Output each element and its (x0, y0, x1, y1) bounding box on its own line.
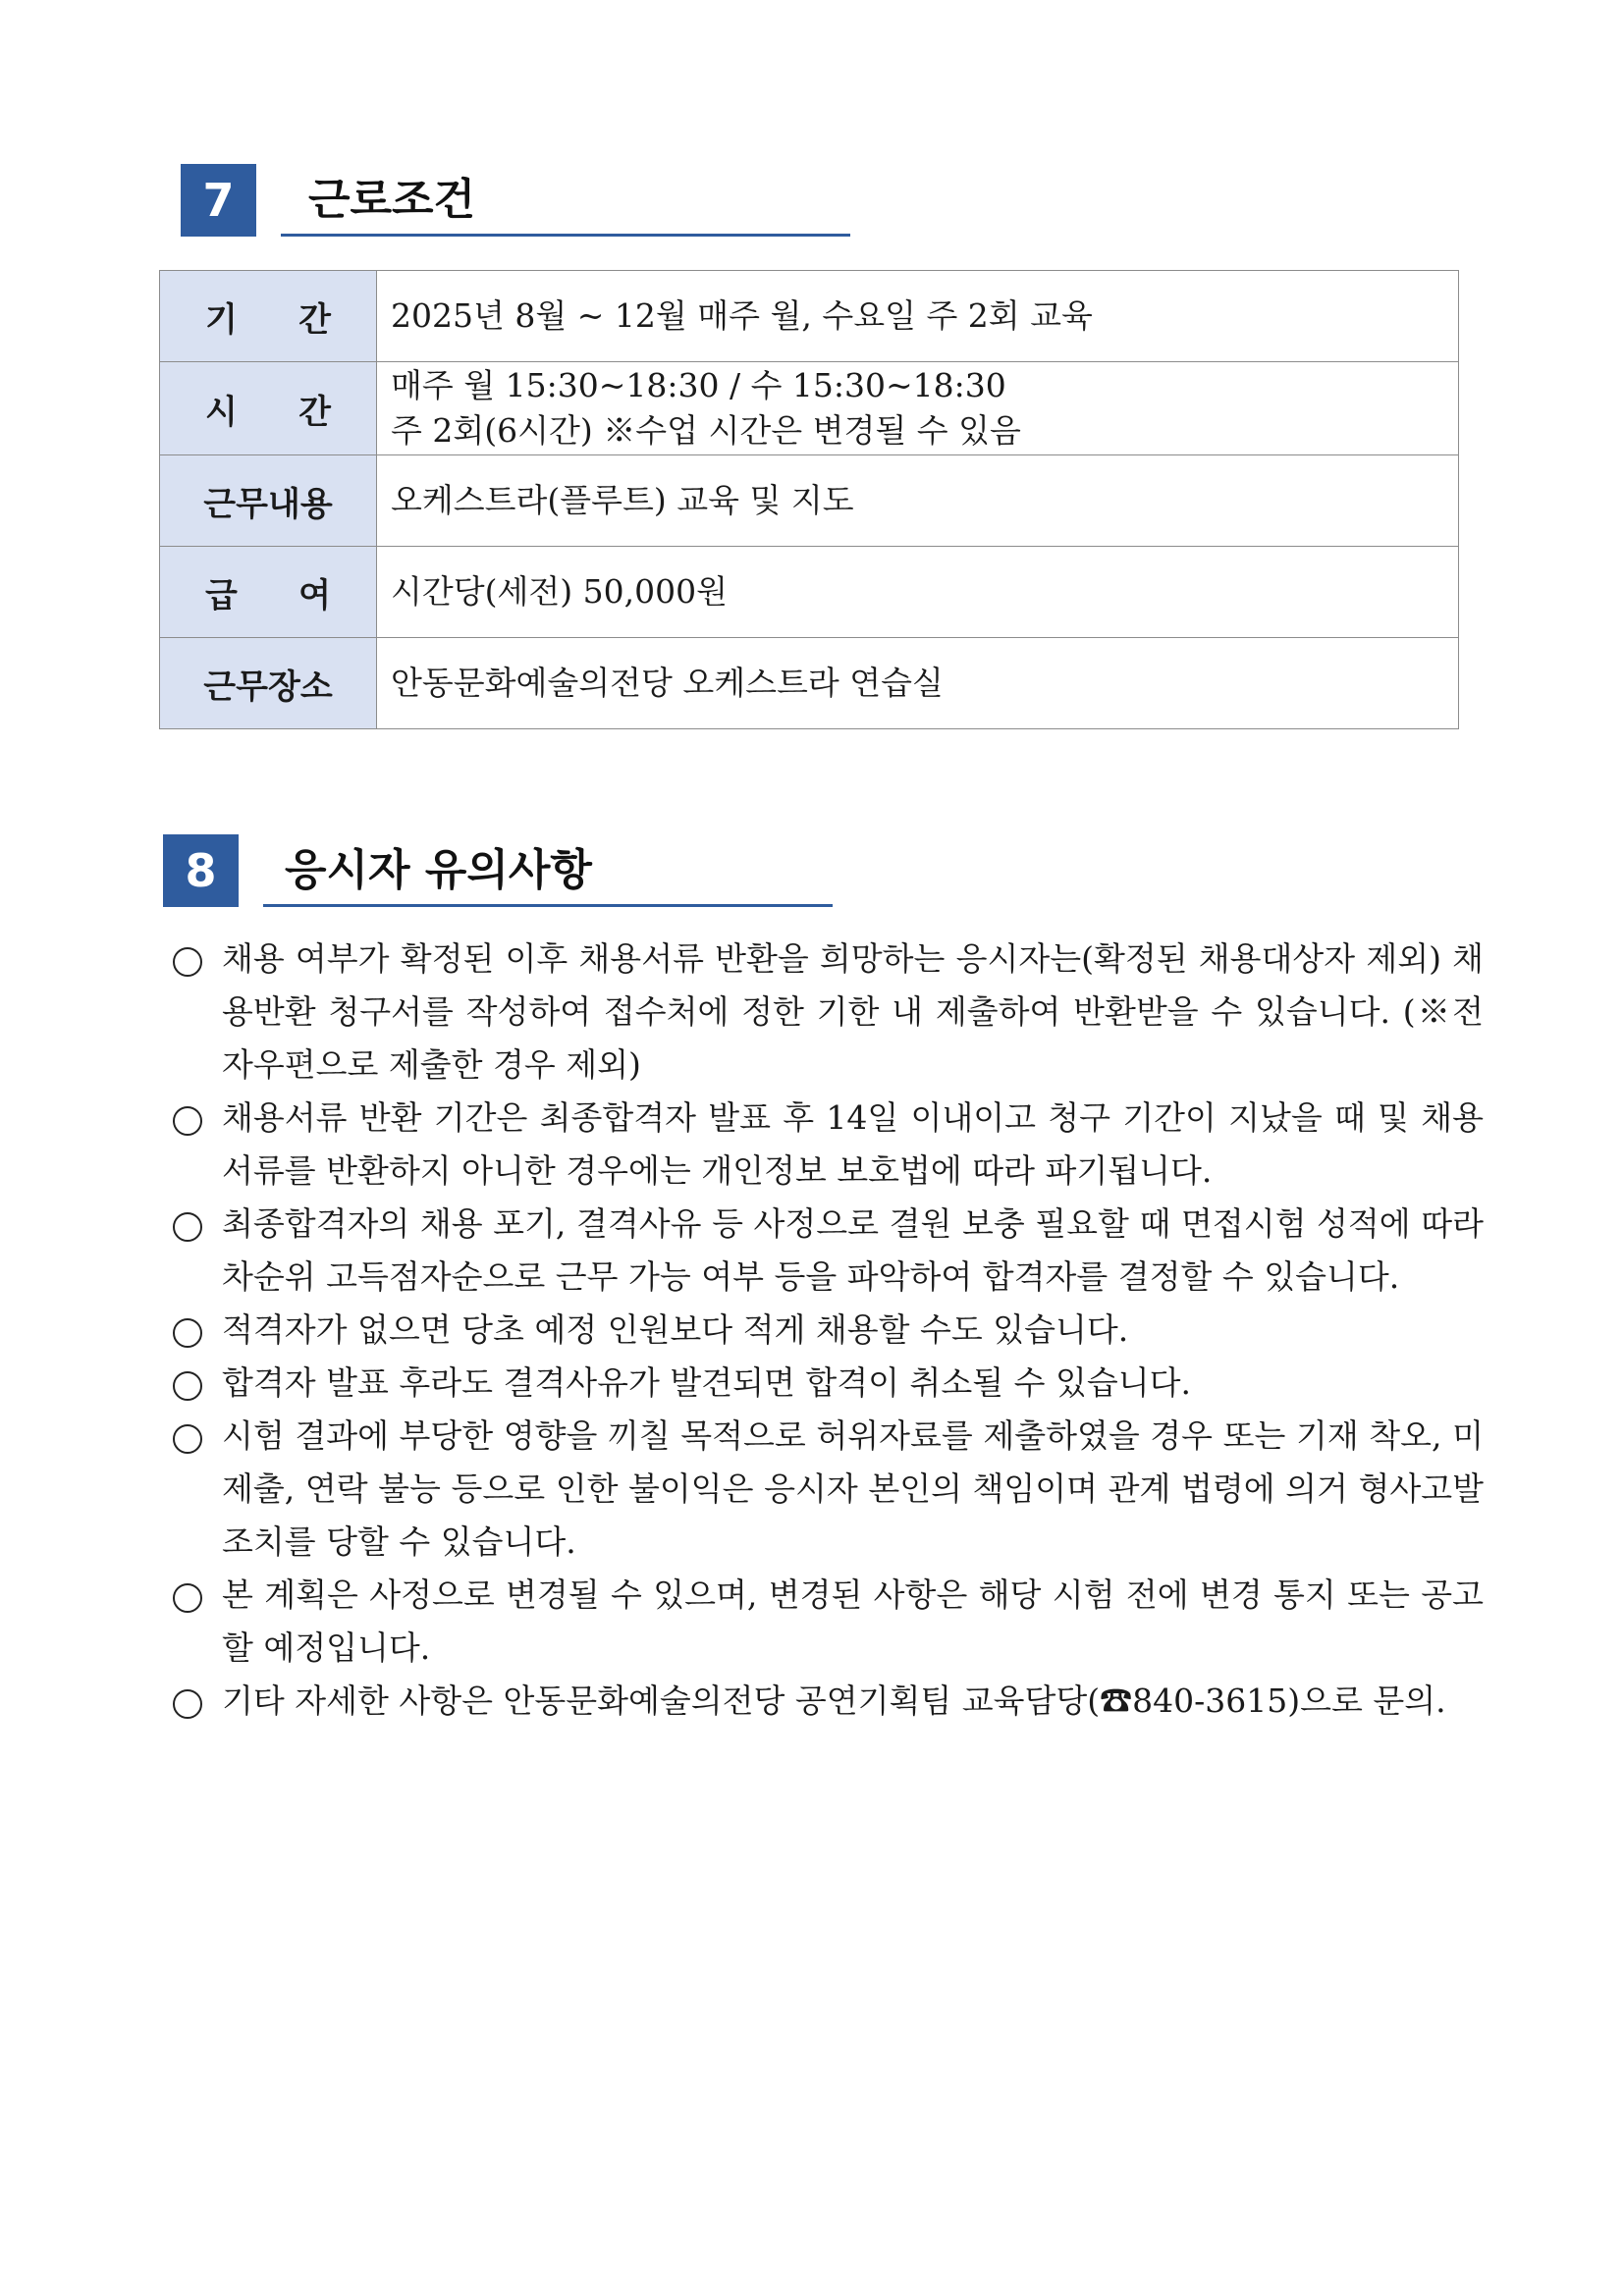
applicant-notes-list (173, 933, 1484, 1728)
list-item: 본 계획은 사정으로 변경될 수 있으며, 변경된 사항은 해당 시험 전에 변경 통지 또는 공고할 예정입니다. (173, 1569, 1484, 1675)
row-value: 시간당(세전) 50,000원 (377, 547, 1459, 638)
circle-bullet-icon (173, 1106, 202, 1136)
table-row (160, 362, 1459, 455)
list-item: 기타 자세한 사항은 안동문화예술의전당 공연기획팀 교육담당(☎840-3615)으로 문의. (173, 1675, 1484, 1728)
circle-bullet-icon (173, 1318, 202, 1348)
table-row (160, 638, 1459, 729)
list-item: 시험 결과에 부당한 영향을 끼칠 목적으로 허위자료를 제출하였을 경우 또는 기재 착오, 미제출, 연락 불능 등으로 인한 불이익은 응시자 본인의 책임이며 관계 법령에 의거 형사고발 조치를 당할 수 있습니다. (173, 1410, 1484, 1569)
table-row (160, 271, 1459, 362)
row-label: 근무장소 (160, 638, 377, 729)
list-item: 채용 여부가 확정된 이후 채용서류 반환을 희망하는 응시자는(확정된 채용대상자 제외) 채용반환 청구서를 작성하여 접수처에 정한 기한 내 제출하여 반환받을 수 있습니다. (※전자우편으로 제출한 경우 제외) (173, 933, 1484, 1092)
list-item: 적격자가 없으면 당초 예정 인원보다 적게 채용할 수도 있습니다. (173, 1304, 1484, 1357)
table-row (160, 455, 1459, 547)
section-8-header (163, 834, 833, 907)
working-conditions-table (159, 270, 1459, 729)
row-value: 오케스트라(플루트) 교육 및 지도 (377, 455, 1459, 547)
section-title: 근로조건 (281, 164, 850, 237)
circle-bullet-icon (173, 947, 202, 977)
row-value: 안동문화예술의전당 오케스트라 연습실 (377, 638, 1459, 729)
list-item: 최종합격자의 채용 포기, 결격사유 등 사정으로 결원 보충 필요할 때 면접시험 성적에 따라 차순위 고득점자순으로 근무 가능 여부 등을 파악하여 합격자를 결정할 수 있습니다. (173, 1198, 1484, 1304)
table-row (160, 547, 1459, 638)
circle-bullet-icon (173, 1212, 202, 1242)
row-label: 시 간 (160, 362, 377, 455)
row-label: 급 여 (160, 547, 377, 638)
row-value: 2025년 8월 ~ 12월 매주 월, 수요일 주 2회 교육 (377, 271, 1459, 362)
circle-bullet-icon (173, 1689, 202, 1719)
circle-bullet-icon (173, 1371, 202, 1401)
row-value: 매주 월 15:30~18:30 / 수 15:30~18:30 주 2회(6시간) ※수업 시간은 변경될 수 있음 (377, 362, 1459, 455)
list-item: 채용서류 반환 기간은 최종합격자 발표 후 14일 이내이고 청구 기간이 지났을 때 및 채용서류를 반환하지 아니한 경우에는 개인정보 보호법에 따라 파기됩니다. (173, 1092, 1484, 1198)
section-number-badge: 8 (163, 834, 239, 907)
section-number-badge: 7 (181, 164, 256, 237)
section-7-header (181, 164, 850, 237)
list-item: 합격자 발표 후라도 결격사유가 발견되면 합격이 취소될 수 있습니다. (173, 1357, 1484, 1410)
row-label: 근무내용 (160, 455, 377, 547)
section-title: 응시자 유의사항 (263, 834, 833, 907)
circle-bullet-icon (173, 1583, 202, 1613)
circle-bullet-icon (173, 1424, 202, 1454)
row-label: 기 간 (160, 271, 377, 362)
